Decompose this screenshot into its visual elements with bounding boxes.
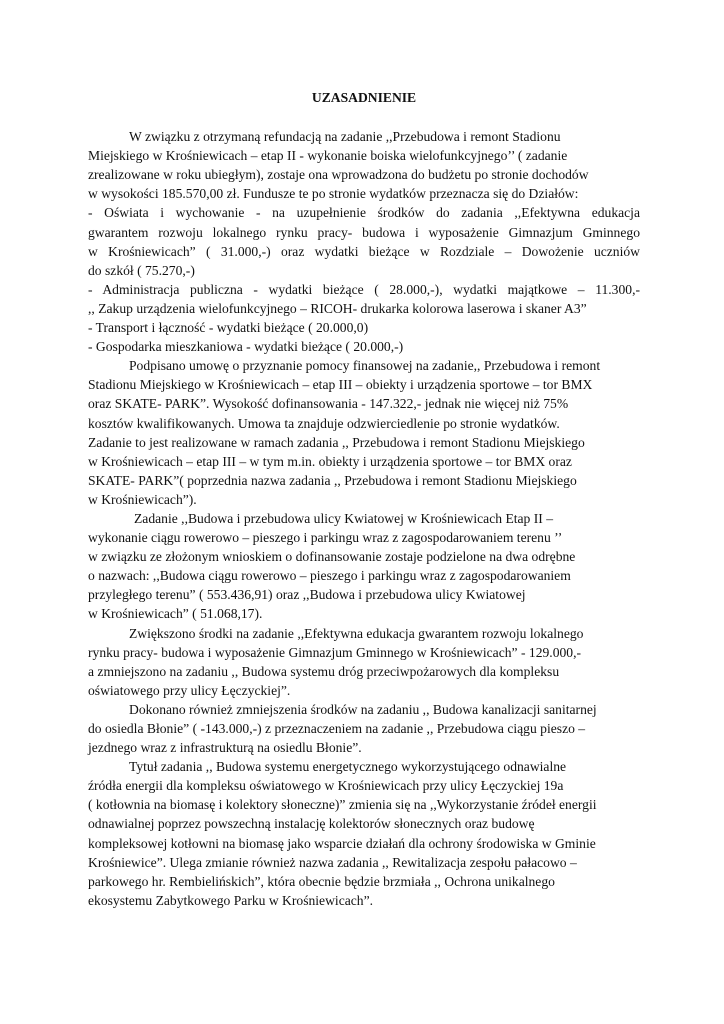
- text-line: wykonanie ciągu rowerowo – pieszego i parkingu wraz z zagospodarowaniem terenu ’’: [88, 530, 563, 546]
- text-line: zrealizowane w roku ubiegłym), zostaje ona wprowadzona do budżetu po stronie dochodów: [88, 167, 589, 183]
- text-line: W związku z otrzymaną refundacją na zadanie ,,Przebudowa i remont Stadionu: [129, 129, 561, 145]
- text-line: Zadanie ,,Budowa i przebudowa ulicy Kwiatowej w Krośniewicach Etap II –: [134, 510, 554, 526]
- text-line: Stadionu Miejskiego w Krośniewicach – etap III – obiekty i urządzenia sportowe – tor BMX: [88, 377, 593, 393]
- text-line: parkowego hr. Rembielińskich”, która obecnie będzie brzmiała ,, Ochrona unikalnego: [88, 873, 555, 889]
- text-line: ekosystemu Zabytkowego Parku w Krośniewicach”.: [88, 892, 374, 908]
- text-line: gwarantem rozwoju lokalnego rynku pracy- budowa i wyposażenie Gimnazjum Gminnego: [88, 224, 640, 240]
- text-line: Zwiększono środki na zadanie ,,Efektywna edukacja gwarantem rozwoju lokalnego: [129, 625, 584, 641]
- text-line: oraz SKATE- PARK”. Wysokość dofinansowania - 147.322,- jednak nie więcej niż 75%: [88, 396, 569, 412]
- text-line: - Transport i łączność - wydatki bieżące ( 20.000,0): [88, 320, 369, 336]
- text-line: Krośniewice”. Ulega zmianie również nazwa zadania ,, Rewitalizacja zespołu pałacowo –: [88, 854, 577, 870]
- text-line: do osiedla Błonie” ( -143.000,-) z przeznaczeniem na zadanie ,, Przebudowa ciągu pieszo –: [88, 721, 586, 736]
- text-line: w Krośniewicach” ( 51.068,17).: [88, 606, 263, 622]
- text-line: źródła energii dla kompleksu oświatowego w Krośniewicach przy ulicy Łęczyckiej 19a: [88, 778, 564, 794]
- text-line: - Administracja publiczna - wydatki bieżące ( 28.000,-), wydatki majątkowe – 11.300,-: [88, 281, 640, 297]
- text-line: jezdnego wraz z infrastrukturą na osiedlu Błonie”.: [88, 740, 362, 756]
- text-line: - Gospodarka mieszkaniowa - wydatki bieżące ( 20.000,-): [88, 339, 404, 355]
- paragraph-stadium-agreement: [88, 356, 640, 509]
- text-line: Podpisano umowę o przyznanie pomocy finansowej na zadanie,, Przebudowa i remont: [129, 358, 601, 374]
- text-line: ( kotłownia na biomasę i kolektory słoneczne)” zmienia się na ,,Wykorzystanie źródeł energii: [88, 797, 597, 813]
- paragraph-kwiatowa-street: [88, 509, 640, 624]
- text-line: Tytuł zadania ,, Budowa systemu energetycznego wykorzystującego odnawialne: [129, 759, 567, 775]
- text-line: w wysokości 185.570,00 zł. Fundusze te po stronie wydatków przeznacza się do Działów:: [88, 186, 579, 202]
- document-title: UZASADNIENIE: [311, 90, 417, 105]
- text-line: o nazwach: ,,Budowa ciągu rowerowo – pieszego i parkingu wraz z zagospodarowaniem: [88, 568, 571, 584]
- text-line: przyległego terenu” ( 553.436,91) oraz ,,Budowa i przebudowa ulicy Kwiatowej: [88, 587, 526, 603]
- document-page: [88, 88, 640, 910]
- paragraph-sewage-reduction: [88, 700, 640, 757]
- paragraph-task-title-change: [88, 757, 640, 910]
- text-line: SKATE- PARK”( poprzednia nazwa zadania ,, Przebudowa i remont Stadionu Miejskiego: [88, 472, 577, 488]
- text-line: w Krośniewicach” ( 31.000,-) oraz wydatki bieżące w Rozdziale – Dowożenie uczniów: [88, 243, 640, 259]
- text-line: odnawialnej poprzez powszechną instalację kolektorów słonecznych oraz budowę: [88, 816, 535, 832]
- text-line: do szkół ( 75.270,-): [88, 262, 195, 278]
- text-line: kosztów kwalifikowanych. Umowa ta znajduje odzwierciedlenie po stronie wydatków.: [88, 415, 560, 431]
- text-line: w Krośniewicach – etap III – w tym m.in. obiekty i urządzenia sportowe – tor BMX oraz: [88, 453, 572, 469]
- text-line: Zadanie to jest realizowane w ramach zadania ,, Przebudowa i remont Stadionu Miejskiego: [88, 434, 585, 450]
- text-line: a zmniejszono na zadaniu ,, Budowa systemu dróg przeciwpożarowych dla kompleksu: [88, 663, 560, 679]
- text-line: kompleksowej kotłowni na biomasę jako wsparcie działań dla ochrony środowiska w Gminie: [88, 835, 596, 851]
- text-line: Dokonano również zmniejszenia środków na zadaniu ,, Budowa kanalizacji sanitarnej: [129, 701, 597, 717]
- text-line: w związku ze złożonym wnioskiem o dofinansowanie zostaje podzielone na dwa odrębne: [88, 549, 576, 565]
- paragraph-refund: [88, 127, 640, 356]
- text-line: Miejskiego w Krośniewicach – etap II - wykonanie boiska wielofunkcyjnego’’ ( zadanie: [88, 148, 568, 164]
- text-line: rynku pracy- budowa i wyposażenie Gimnazjum Gminnego w Krośniewicach” - 129.000,-: [88, 644, 582, 660]
- text-line: ,, Zakup urządzenia wielofunkcyjnego – RICOH- drukarka kolorowa laserowa i skaner A3”: [88, 300, 587, 316]
- text-line: oświatowego przy ulicy Łęczyckiej”.: [88, 682, 291, 698]
- paragraph-education-increase: [88, 624, 640, 700]
- text-line: w Krośniewicach”).: [88, 491, 197, 507]
- text-line: - Oświata i wychowanie - na uzupełnienie środków do zadania ,,Efektywna edukacja: [88, 205, 640, 221]
